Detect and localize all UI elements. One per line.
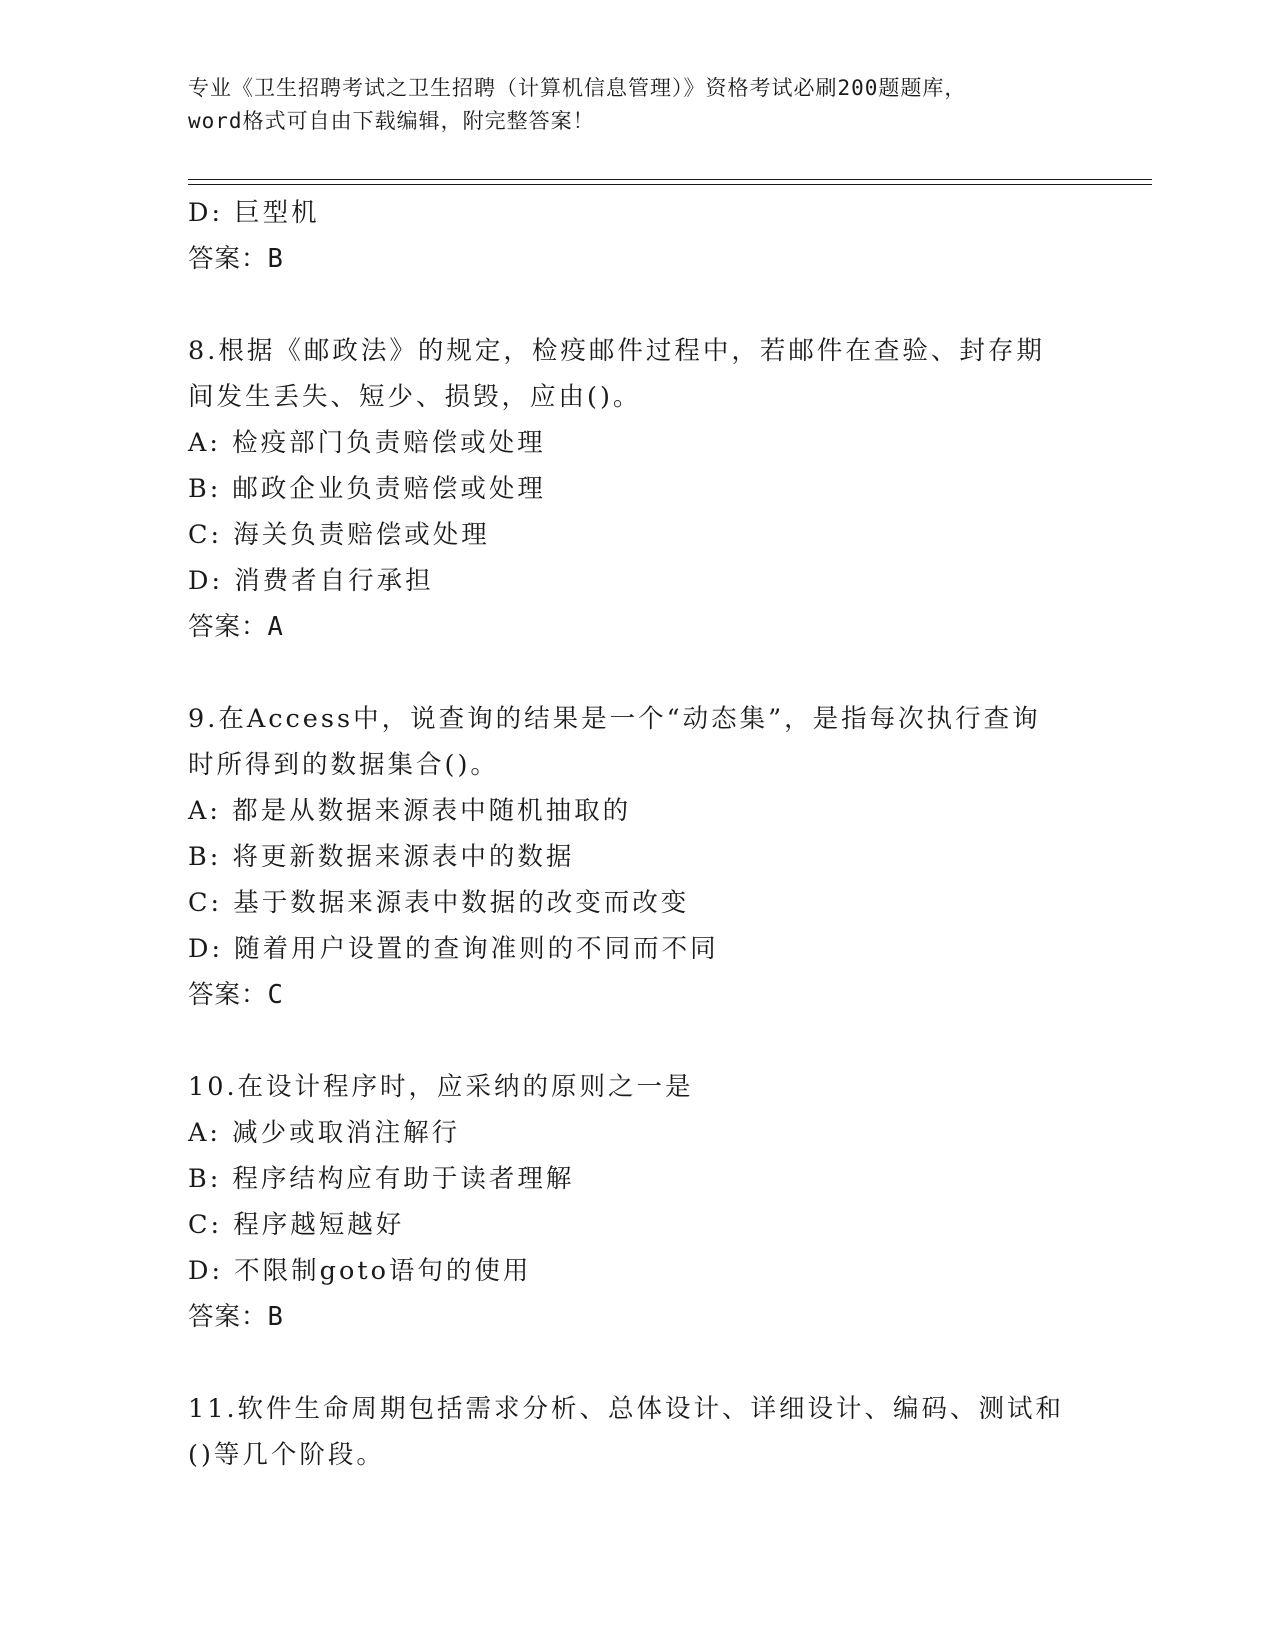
option-d: D: 随着用户设置的查询准则的不同而不同 bbox=[188, 934, 719, 964]
option-d: D: 消费者自行承担 bbox=[188, 566, 434, 596]
answer-line: 答案：A bbox=[188, 612, 284, 642]
header-divider-top bbox=[188, 179, 1152, 180]
option-d: D: 不限制goto语句的使用 bbox=[188, 1256, 532, 1286]
question-11 bbox=[188, 1386, 1088, 1478]
question-stem: 10.在设计程序时，应采纳的原则之一是 bbox=[188, 1072, 694, 1102]
option-b: B: 邮政企业负责赔偿或处理 bbox=[188, 474, 546, 504]
header-divider-bottom bbox=[188, 184, 1152, 185]
question-stem-continued: 时所得到的数据集合()。 bbox=[188, 750, 499, 780]
question-stem-continued: ()等几个阶段。 bbox=[188, 1440, 385, 1470]
header-title-line-2: word格式可自由下载编辑，附完整答案！ bbox=[188, 109, 595, 133]
option-c: C: 程序越短越好 bbox=[188, 1210, 405, 1240]
option-b: B: 程序结构应有助于读者理解 bbox=[188, 1164, 575, 1194]
question-stem: 9.在Access中，说查询的结果是一个“动态集”，是指每次执行查询 bbox=[188, 704, 1041, 734]
document-body bbox=[188, 190, 1088, 1478]
answer-line: 答案：B bbox=[188, 1302, 284, 1332]
option-b: B: 将更新数据来源表中的数据 bbox=[188, 842, 575, 872]
question-stem: 8.根据《邮政法》的规定，检疫邮件过程中，若邮件在查验、封存期 bbox=[188, 336, 1045, 366]
question-9 bbox=[188, 696, 1088, 1018]
option-d: D: 巨型机 bbox=[188, 198, 320, 228]
option-a: A: 检疫部门负责赔偿或处理 bbox=[188, 428, 546, 458]
header-title-line-1: 专业《卫生招聘考试之卫生招聘（计算机信息管理）》资格考试必刷200题题库， bbox=[188, 76, 967, 100]
question-stem: 11.软件生命周期包括需求分析、总体设计、详细设计、编码、测试和 bbox=[188, 1394, 1065, 1424]
document-header bbox=[188, 72, 1088, 138]
option-c: C: 基于数据来源表中数据的改变而改变 bbox=[188, 888, 690, 918]
question-10 bbox=[188, 1064, 1088, 1340]
option-a: A: 减少或取消注解行 bbox=[188, 1118, 461, 1148]
answer-line: 答案：B bbox=[188, 244, 284, 274]
option-a: A: 都是从数据来源表中随机抽取的 bbox=[188, 796, 632, 826]
question-stem-continued: 间发生丢失、短少、损毁，应由()。 bbox=[188, 382, 642, 412]
option-c: C: 海关负责赔偿或处理 bbox=[188, 520, 490, 550]
question-8 bbox=[188, 328, 1088, 650]
previous-question-tail bbox=[188, 190, 1088, 282]
answer-line: 答案：C bbox=[188, 980, 284, 1010]
